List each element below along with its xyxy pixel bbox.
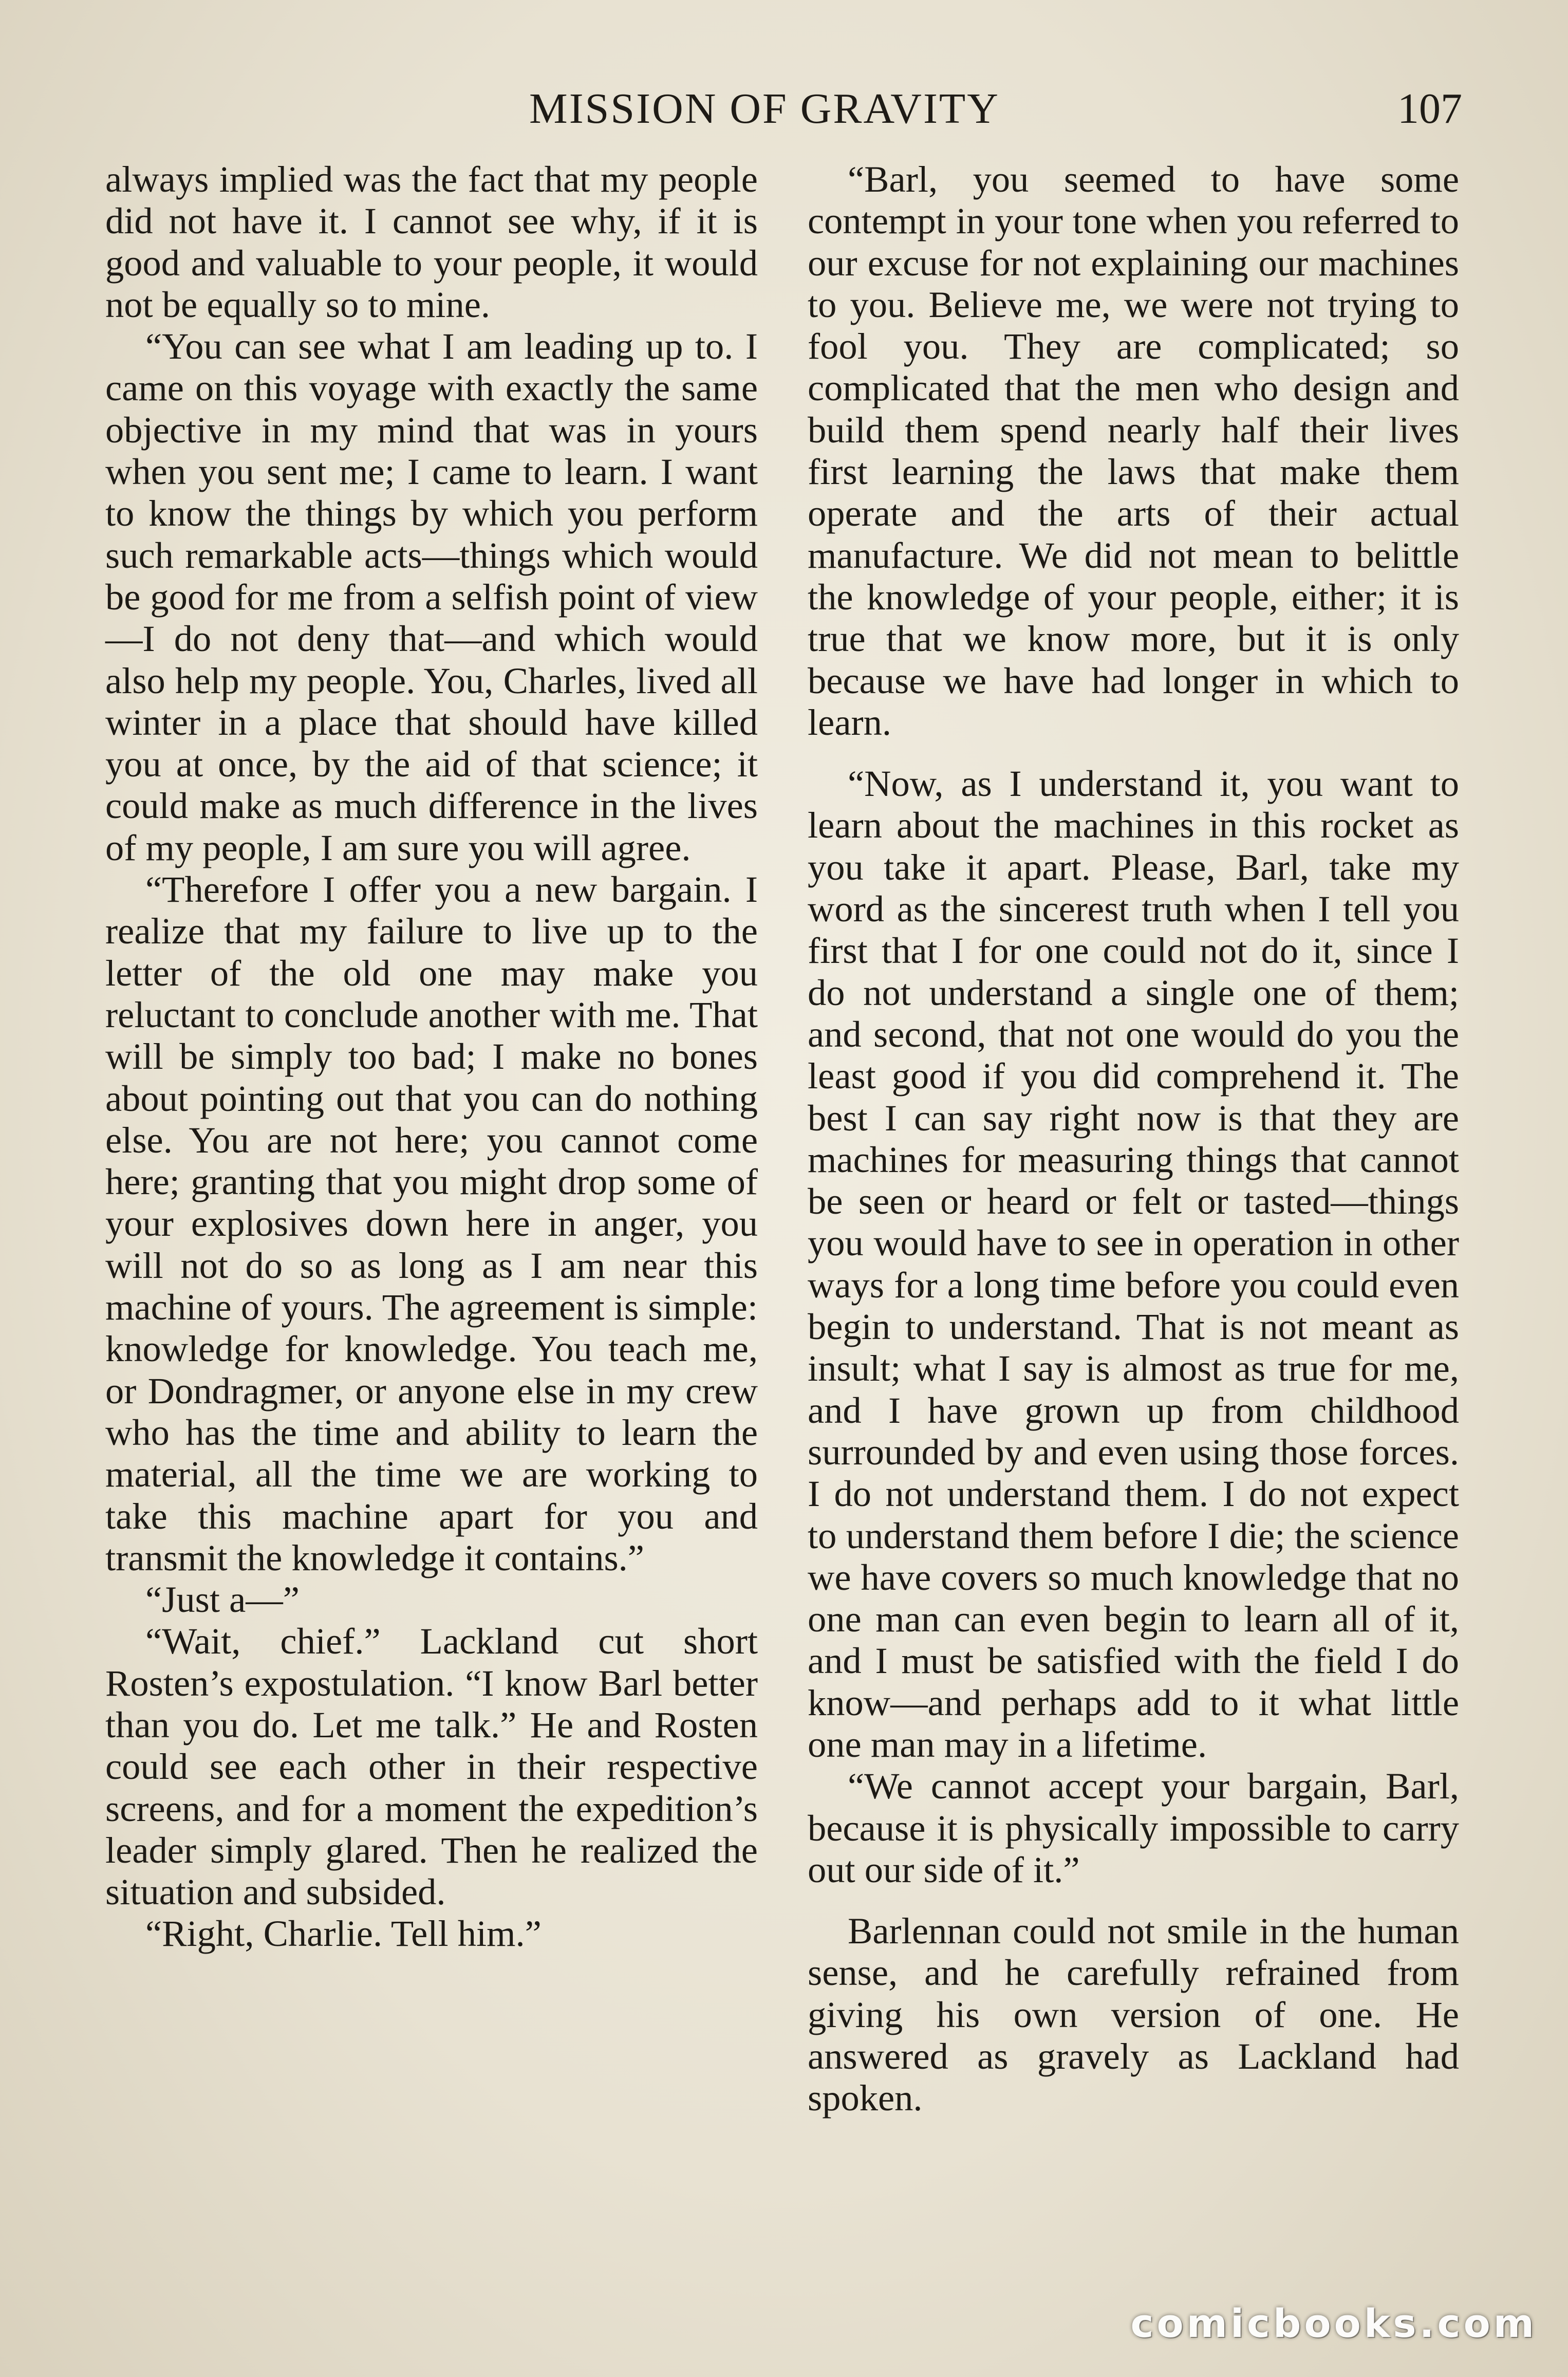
paragraph: “Wait, chief.” Lackland cut short Rosten’s expostulation. “I know Barl better than you do. Let me talk.” He and Rosten could see each other in their respective screens, and for a moment the expedition’s leader simply glared. Then he realized the situation and subsided. [105, 1620, 758, 1913]
running-header [0, 77, 1568, 139]
left-column [105, 158, 758, 1955]
paragraph: “Now, as I understand it, you want to learn about the machines in this rocket as you take it apart. Please, Barl, take my word as the sincerest truth when I tell you first that I for one could not do it, since I do not understand a single one of them; and second, that not one would do you the least good if you did comprehend it. The best I can say right now is that they are machines for measuring things that cannot be seen or heard or felt or tasted—things you would have to see in operation in other ways for a long time before you could even begin to understand. That is not meant as insult; what I say is almost as true for me, and I have grown up from childhood surrounded by and even using those forces. I do not understand them. I do not expect to understand them before I die; the science we have covers so much knowledge that no one man can even begin to learn all of it, and I must be satisfied with the field I do know—and perhaps add to it what little one man may in a lifetime. [808, 763, 1459, 1765]
paragraph: “We cannot accept your bargain, Barl, because it is physically impossible to carry out our side of it.” [808, 1765, 1459, 1890]
paragraph: Barlennan could not smile in the human sense, and he carefully refrained from giving his own version of one. He answered as gravely as Lackland had spoken. [808, 1910, 1459, 2119]
paragraph: “Barl, you seemed to have some contempt in your tone when you referred to our excuse for not explaining our machines to you. Believe me, we were not trying to fool you. They are complicated; so complicated that the men who design and build them spend nearly half their lives first learning the laws that make them operate and the arts of their actual manufacture. We did not mean to belittle the knowledge of your people, either; it is true that we know more, but it is only because we have had longer in which to learn. [808, 158, 1459, 743]
paragraph: “Right, Charlie. Tell him.” [145, 1912, 542, 1955]
paragraph: “Therefore I offer you a new bargain. I realize that my failure to live up to the letter of the old one may make you reluctant to conclude another with me. That will be simply too bad; I make no bones about pointing out that you can do nothing else. You are not here; you cannot come here; granting that you might drop some of your explosives down here in anger, you will not do so as long as I am near this machine of yours. The agreement is simple: knowledge for knowledge. You teach me, or Dondragmer, or anyone else in my crew who has the time and ability to learn the material, all the time we are working to take this machine apart for you and transmit the knowledge it contains.” [105, 868, 758, 1579]
paragraph: “You can see what I am leading up to. I came on this voyage with exactly the same objective in my mind that was in yours when you sent me; I came to learn. I want to know the things by which you perform such remarkable acts—things which would be good for me from a selfish point of view—I do not deny that—and which would also help my people. You, Charles, lived all winter in a place that should have killed you at once, by the aid of that science; it could make as much difference in the lives of my people, I am sure you will agree. [105, 325, 758, 868]
page-number: 107 [1397, 85, 1462, 133]
right-column [808, 158, 1459, 2119]
book-title: MISSION OF GRAVITY [529, 85, 1000, 133]
paragraph: always implied was the fact that my people did not have it. I cannot see why, if it is good and valuable to your people, it would not be equally so to mine. [105, 158, 758, 325]
paragraph: “Just a—” [145, 1579, 300, 1621]
site-watermark: comicbooks.com [1130, 2300, 1537, 2346]
